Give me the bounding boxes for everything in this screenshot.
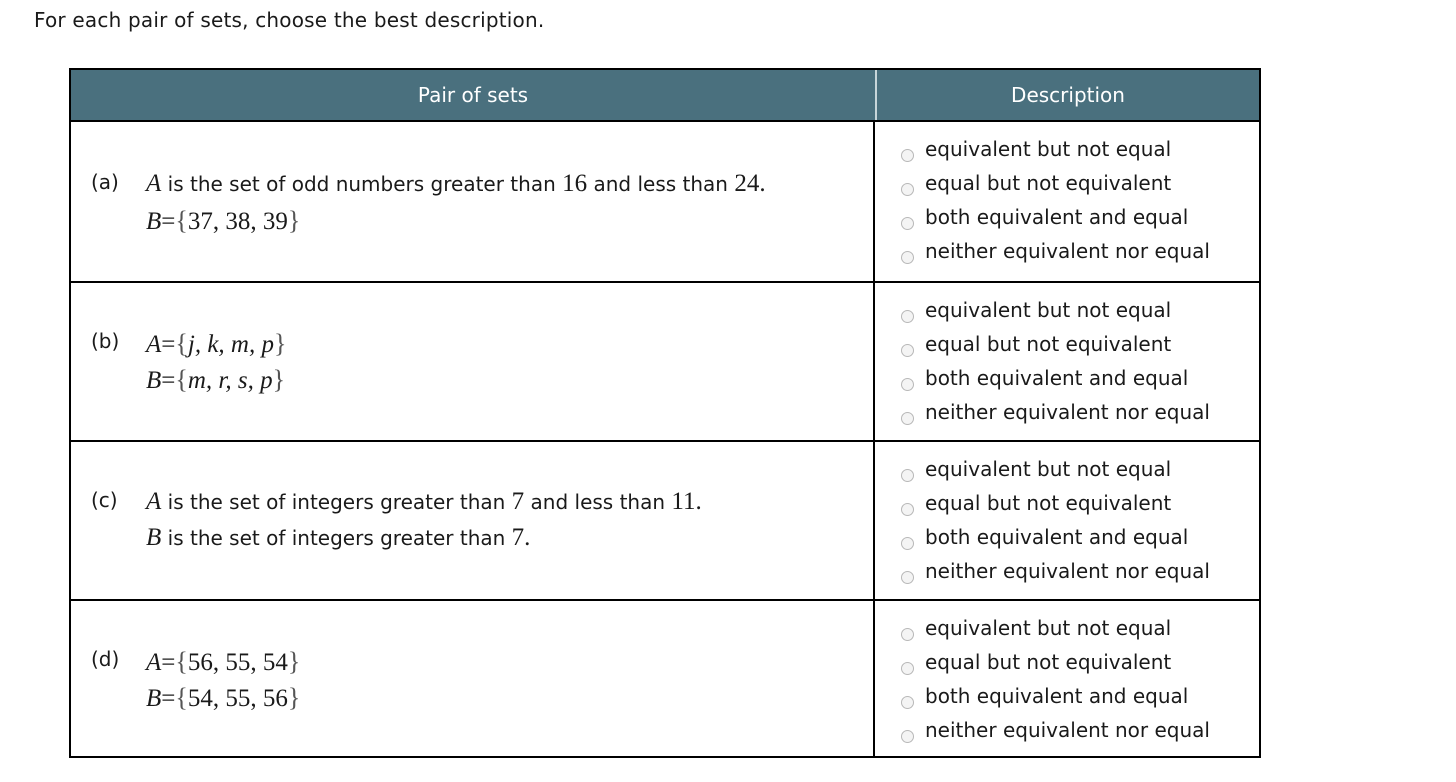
pair-d-line1: A={56, 55, 54} bbox=[146, 647, 301, 676]
header-pair-of-sets: Pair of sets bbox=[417, 83, 529, 107]
radio-button[interactable] bbox=[901, 503, 914, 516]
radio-button[interactable] bbox=[901, 730, 914, 743]
option-d-2[interactable]: equal but not equivalent bbox=[901, 647, 1171, 677]
radio-button[interactable] bbox=[901, 469, 914, 482]
radio-button[interactable] bbox=[901, 310, 914, 323]
pair-b-line1: A={j, k, m, p} bbox=[146, 329, 287, 358]
pair-cell-d bbox=[71, 601, 875, 758]
radio-button[interactable] bbox=[901, 149, 914, 162]
description-cell-c bbox=[877, 442, 1259, 599]
radio-button[interactable] bbox=[901, 571, 914, 584]
row-label-d: (d) bbox=[91, 647, 120, 671]
pair-a-line1: A is the set of odd numbers greater than 16 and less than 24. bbox=[146, 170, 766, 197]
radio-button[interactable] bbox=[901, 628, 914, 641]
option-a-4[interactable]: neither equivalent nor equal bbox=[901, 236, 1210, 266]
option-b-3[interactable]: both equivalent and equal bbox=[901, 363, 1188, 393]
radio-button[interactable] bbox=[901, 217, 914, 230]
table-row-d bbox=[71, 599, 1259, 758]
row-label-c: (c) bbox=[91, 488, 118, 512]
radio-button[interactable] bbox=[901, 378, 914, 391]
description-cell-d bbox=[877, 601, 1259, 758]
sets-table bbox=[69, 68, 1261, 758]
pair-d-line2: B={54, 55, 56} bbox=[146, 683, 301, 712]
pair-b-line2: B={m, r, s, p} bbox=[146, 365, 286, 394]
option-a-1[interactable]: equivalent but not equal bbox=[901, 134, 1171, 164]
header-description: Description bbox=[1011, 83, 1125, 107]
option-c-3[interactable]: both equivalent and equal bbox=[901, 522, 1188, 552]
option-d-1[interactable]: equivalent but not equal bbox=[901, 613, 1171, 643]
option-c-4[interactable]: neither equivalent nor equal bbox=[901, 556, 1210, 586]
radio-button[interactable] bbox=[901, 537, 914, 550]
pair-cell-b bbox=[71, 283, 875, 440]
option-a-3[interactable]: both equivalent and equal bbox=[901, 202, 1188, 232]
pair-c-line1: A is the set of integers greater than 7 and less than 11. bbox=[146, 488, 702, 515]
option-a-2[interactable]: equal but not equivalent bbox=[901, 168, 1171, 198]
instruction-text: For each pair of sets, choose the best description. bbox=[34, 8, 545, 32]
radio-button[interactable] bbox=[901, 696, 914, 709]
table-row-a bbox=[71, 122, 1259, 281]
pair-c-line2: B is the set of integers greater than 7. bbox=[146, 524, 531, 551]
pair-cell-c bbox=[71, 442, 875, 599]
pair-cell-a bbox=[71, 122, 875, 281]
table-header bbox=[71, 70, 1259, 122]
table-row-c bbox=[71, 440, 1259, 599]
radio-button[interactable] bbox=[901, 344, 914, 357]
row-label-b: (b) bbox=[91, 329, 120, 353]
option-b-1[interactable]: equivalent but not equal bbox=[901, 295, 1171, 325]
table-row-b bbox=[71, 281, 1259, 440]
option-d-3[interactable]: both equivalent and equal bbox=[901, 681, 1188, 711]
row-label-a: (a) bbox=[91, 170, 119, 194]
radio-button[interactable] bbox=[901, 183, 914, 196]
radio-button[interactable] bbox=[901, 251, 914, 264]
option-c-1[interactable]: equivalent but not equal bbox=[901, 454, 1171, 484]
radio-button[interactable] bbox=[901, 412, 914, 425]
option-b-2[interactable]: equal but not equivalent bbox=[901, 329, 1171, 359]
option-b-4[interactable]: neither equivalent nor equal bbox=[901, 397, 1210, 427]
description-cell-a bbox=[877, 122, 1259, 281]
pair-a-line2: B={37, 38, 39} bbox=[146, 206, 301, 235]
description-cell-b bbox=[877, 283, 1259, 440]
radio-button[interactable] bbox=[901, 662, 914, 675]
option-c-2[interactable]: equal but not equivalent bbox=[901, 488, 1171, 518]
option-d-4[interactable]: neither equivalent nor equal bbox=[901, 715, 1210, 745]
